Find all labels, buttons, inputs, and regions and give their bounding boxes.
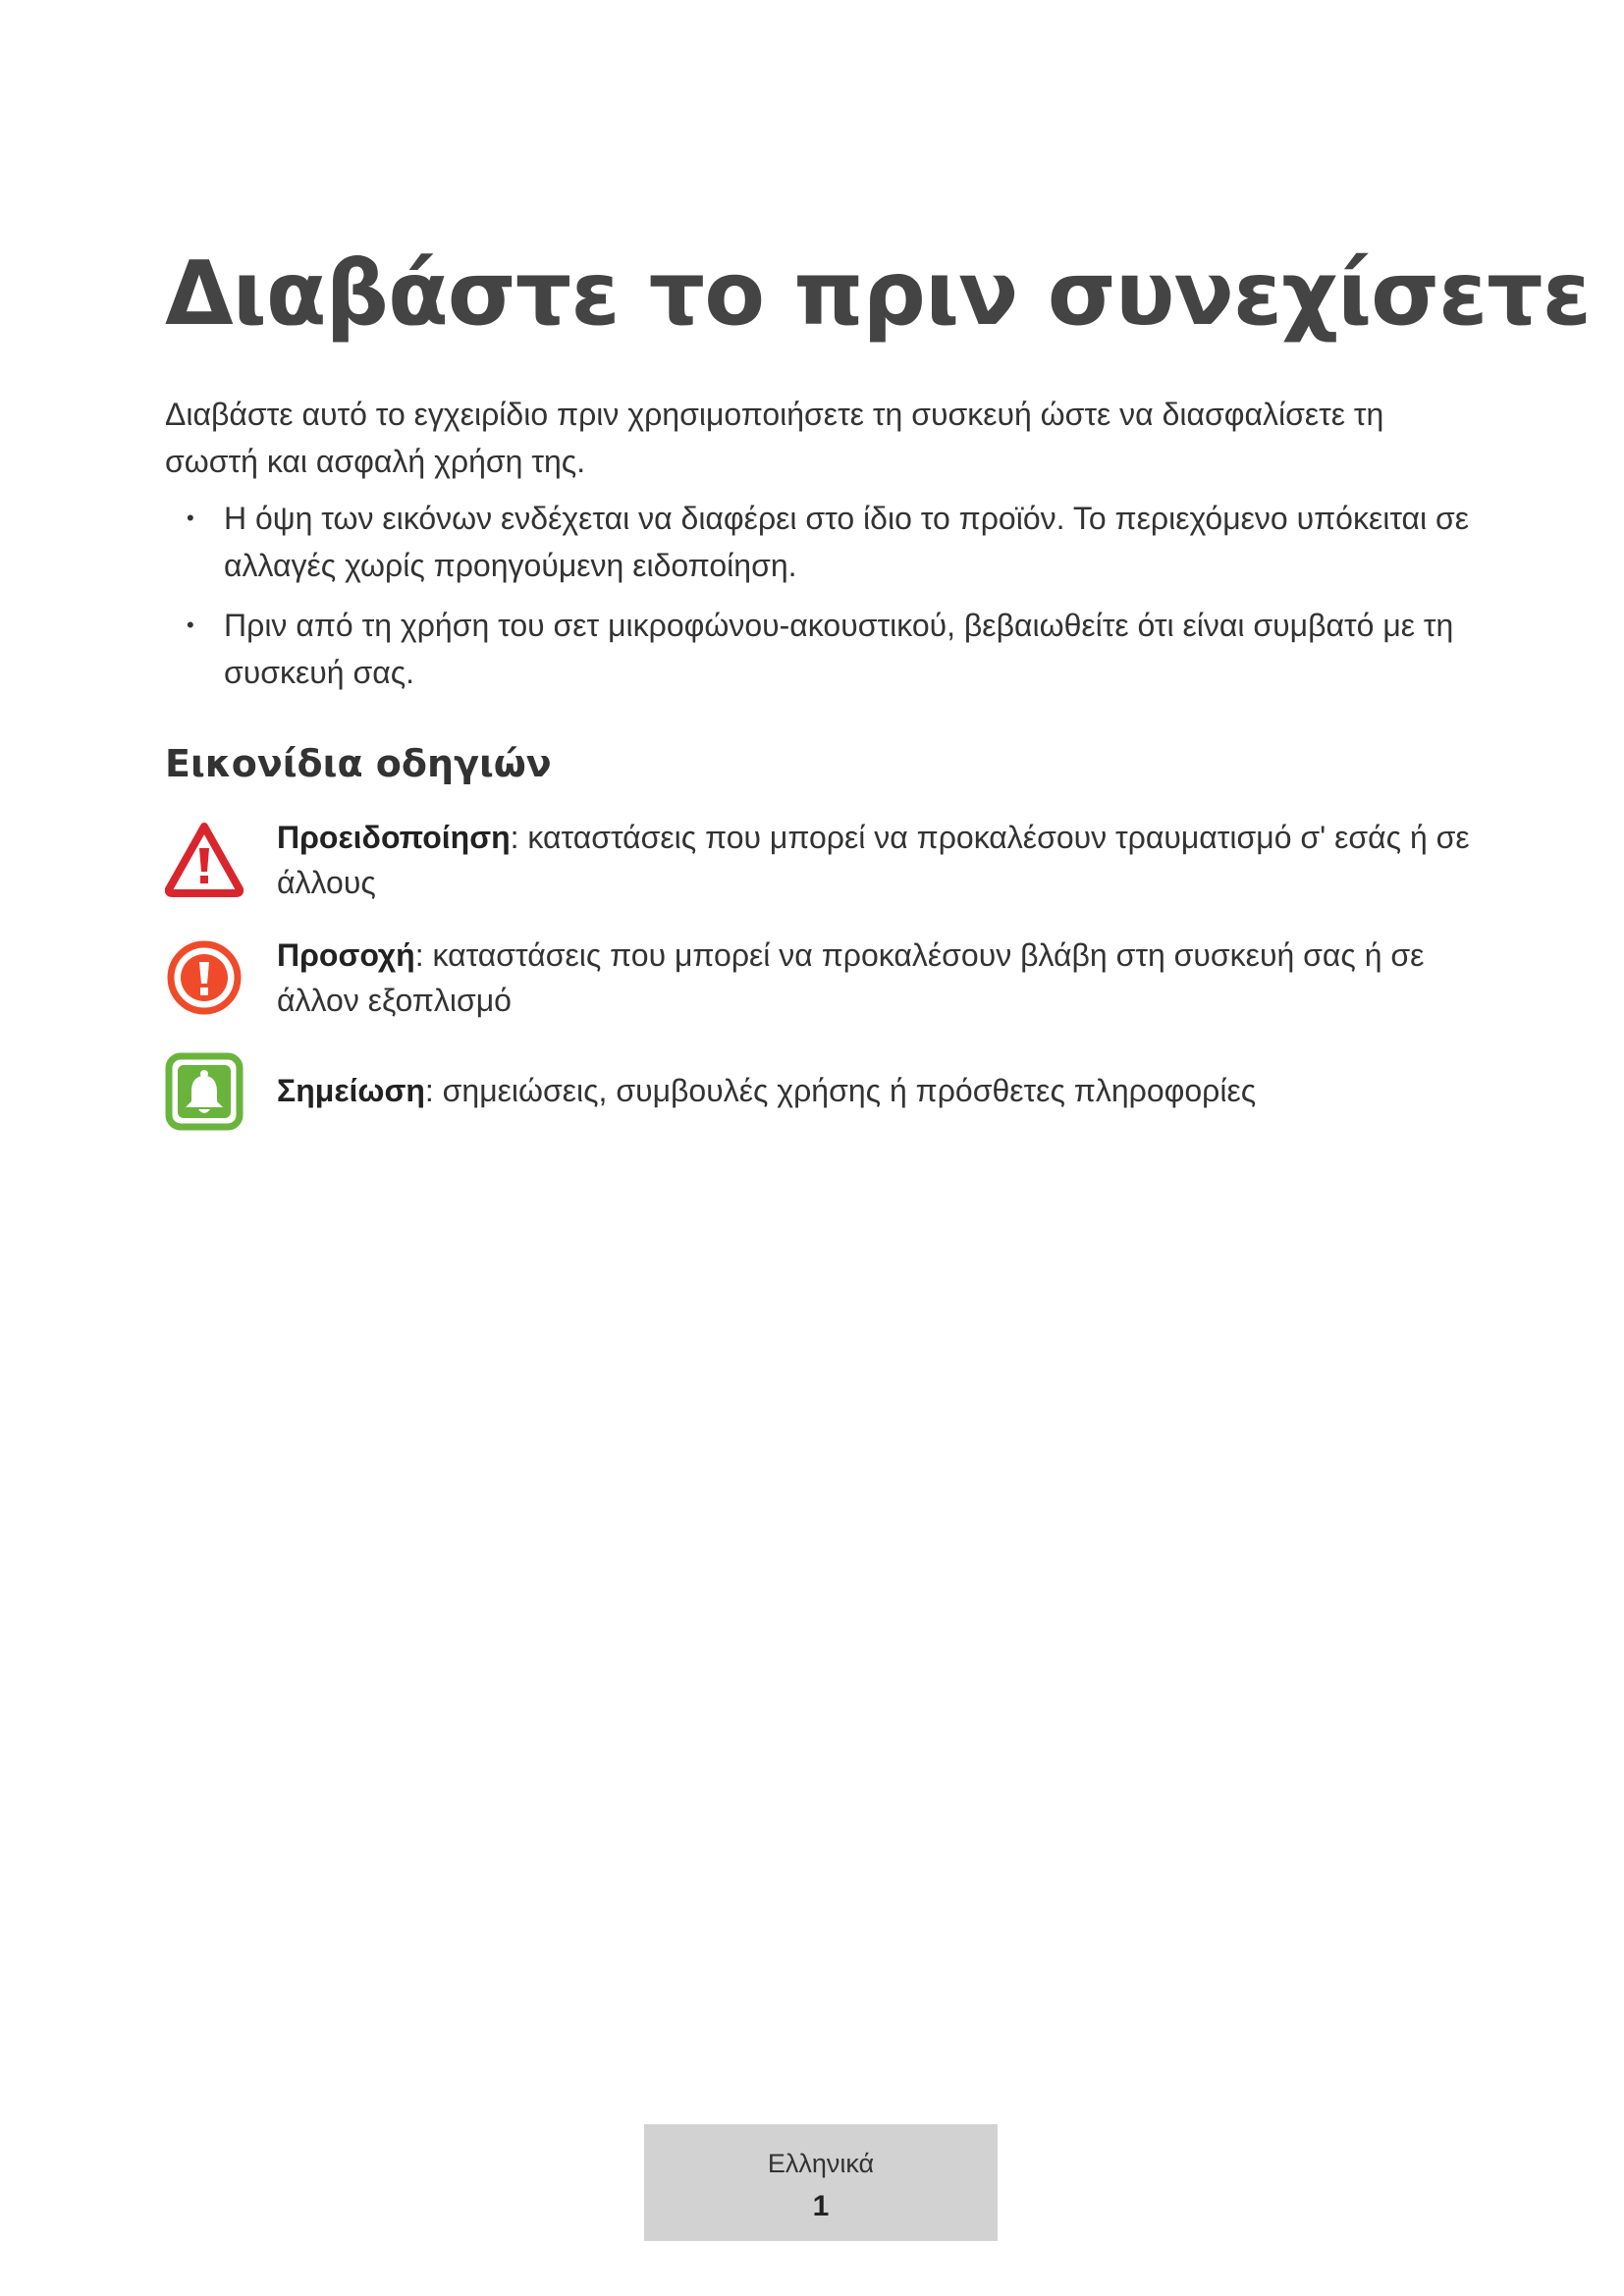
- caution-circle-icon: [165, 938, 244, 1017]
- warning-triangle-icon: [165, 821, 244, 899]
- bullet-item: [165, 602, 1481, 696]
- warning-description: [277, 815, 1481, 905]
- footer-language: Ελληνικά: [767, 2149, 875, 2178]
- intro-paragraph: Διαβάστε αυτό το εγχειρίδιο πριν χρησιμοποιήσετε τη συσκευή ώστε να διασφαλίσετε τη σωστή και ασφαλή χρήση της.: [165, 397, 1384, 479]
- bullet-list: [165, 495, 1481, 709]
- bullet-marker: •: [187, 506, 194, 530]
- warning-separator: :: [510, 820, 519, 855]
- page-number: 1: [812, 2190, 830, 2222]
- caution-description: [277, 933, 1481, 1023]
- caution-text: καταστάσεις που μπορεί να προκαλέσουν βλάβη στη συσκευή σας ή σε άλλον εξοπλισμό: [277, 937, 1425, 1018]
- note-term: Σημείωση: [277, 1073, 425, 1108]
- caution-separator: :: [414, 937, 424, 973]
- section-heading-instruction-icons: Εικονίδια οδηγιών: [165, 742, 552, 785]
- note-bell-icon: [165, 1052, 244, 1131]
- note-description: [277, 1068, 1481, 1113]
- bullet-text: Πριν από τη χρήση του σετ μικροφώνου-ακουστικού, βεβαιωθείτε ότι είναι συμβατό με τη συσκευή σας.: [224, 608, 1454, 690]
- note-text: σημειώσεις, συμβουλές χρήσης ή πρόσθετες πληροφορίες: [433, 1073, 1257, 1108]
- page-footer: [644, 2124, 998, 2241]
- bullet-marker: •: [187, 613, 194, 637]
- bullet-text: Η όψη των εικόνων ενδέχεται να διαφέρει στο ίδιο το προϊόν. Το περιεχόμενο υπόκειται σε αλλαγές χωρίς προηγούμενη ειδοποίηση.: [224, 501, 1470, 583]
- warning-text: καταστάσεις που μπορεί να προκαλέσουν τραυματισμό σ' εσάς ή σε άλλους: [277, 820, 1470, 900]
- caution-term: Προσοχή: [277, 937, 415, 973]
- warning-term: Προειδοποίηση: [277, 820, 511, 855]
- note-separator: :: [424, 1073, 434, 1108]
- page-title: Διαβάστε το πριν συνεχίσετε: [165, 242, 1591, 346]
- bullet-item: [165, 495, 1481, 589]
